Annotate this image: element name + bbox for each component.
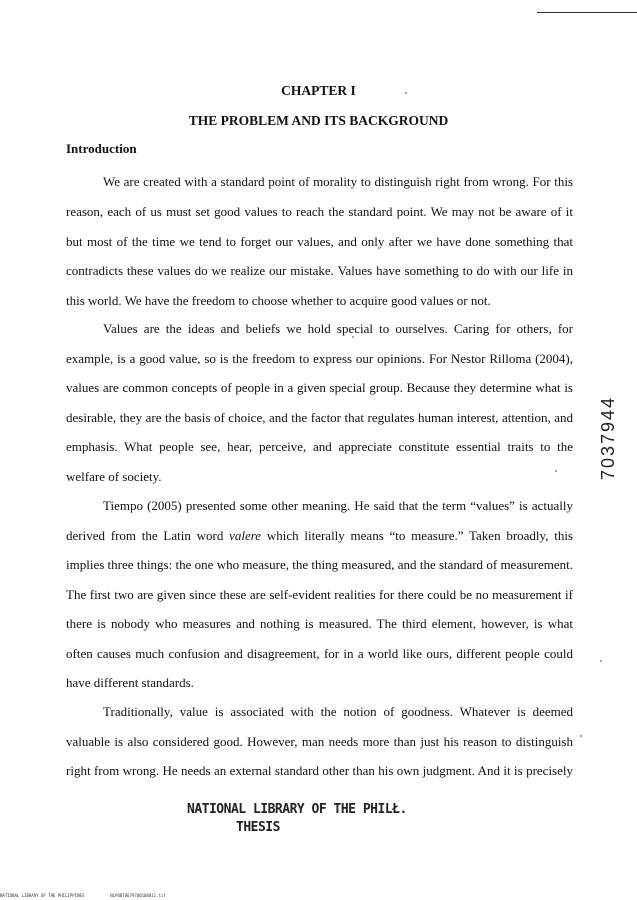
scan-speck bbox=[600, 660, 602, 662]
text-line bbox=[66, 528, 573, 543]
scan-speck bbox=[580, 735, 582, 737]
chapter-title: THE PROBLEM AND ITS BACKGROUND bbox=[188, 113, 449, 128]
text-line: example, is a good value, so is the freedom to express our opinions. For Nestor Rilloma (2004), bbox=[66, 351, 573, 366]
text-line: but most of the time we tend to forget our values, and only after we have done something that bbox=[66, 234, 573, 249]
section-heading: Introduction bbox=[66, 141, 137, 156]
text-line: contradicts these values do we realize our mistake. Values have something to do with our life in bbox=[66, 263, 573, 278]
margin-accession-number bbox=[592, 388, 628, 478]
text-line: reason, each of us must set good values to reach the standard point. We may not be aware of it bbox=[66, 204, 573, 219]
scan-speck bbox=[555, 470, 557, 472]
top-rule bbox=[537, 12, 637, 13]
library-stamp-line2: THESIS bbox=[236, 820, 280, 835]
text-line: there is nobody who measures and nothing is measured. The third element, however, is what bbox=[66, 616, 573, 631]
library-stamp-line1: NATIONAL LIBRARY OF THE PHILŁ. bbox=[187, 802, 407, 817]
text-line: The first two are given since these are self-evident realities for there could be no measurement if bbox=[66, 587, 573, 602]
text-line: Values are the ideas and beliefs we hold special to ourselves. Caring for others, for bbox=[103, 321, 573, 336]
text-line: often causes much confusion and disagreement, for in a world like ours, different people could bbox=[66, 646, 573, 661]
footer-filename: NLPOBT0079700108011.tif bbox=[110, 893, 166, 898]
text-line: Tiempo (2005) presented some other meaning. He said that the term “values” is actually bbox=[103, 498, 573, 513]
accession-number-text: 7037944 bbox=[598, 395, 618, 480]
scan-speck bbox=[405, 92, 407, 94]
text-line: emphasis. What people see, hear, perceive, and appreciate constitute essential traits to the bbox=[66, 439, 573, 454]
text-line: right from wrong. He needs an external standard other than his own judgment. And it is precisely bbox=[66, 763, 573, 778]
text-line: values are common concepts of people in a given special group. Because they determine what is bbox=[66, 380, 573, 395]
text-line: have different standards. bbox=[66, 675, 194, 690]
text-line: this world. We have the freedom to choose whether to acquire good values or not. bbox=[66, 293, 491, 308]
text-line: implies three things: the one who measure, the thing measured, and the standard of measurement. bbox=[66, 557, 573, 572]
text-segment: which literally means “to measure.” Taken broadly, this bbox=[261, 528, 573, 543]
footer-library: NATIONAL LIBRARY OF THE PHILIPPINES bbox=[0, 893, 85, 898]
chapter-heading: CHAPTER I bbox=[281, 83, 356, 98]
text-line: Traditionally, value is associated with the notion of goodness. Whatever is deemed bbox=[103, 704, 573, 719]
scan-footer bbox=[0, 893, 166, 898]
text-segment: derived from the Latin word bbox=[66, 528, 230, 543]
scan-speck bbox=[352, 336, 354, 338]
text-line: We are created with a standard point of morality to distinguish right from wrong. For this bbox=[103, 174, 573, 189]
latin-term: valere bbox=[229, 528, 262, 543]
text-line: valuable is also considered good. However, man needs more than just his reason to distinguish bbox=[66, 734, 573, 749]
text-line: welfare of society. bbox=[66, 469, 162, 484]
text-line: desirable, they are the basis of choice, and the factor that regulates human interest, attention, and bbox=[66, 410, 573, 425]
